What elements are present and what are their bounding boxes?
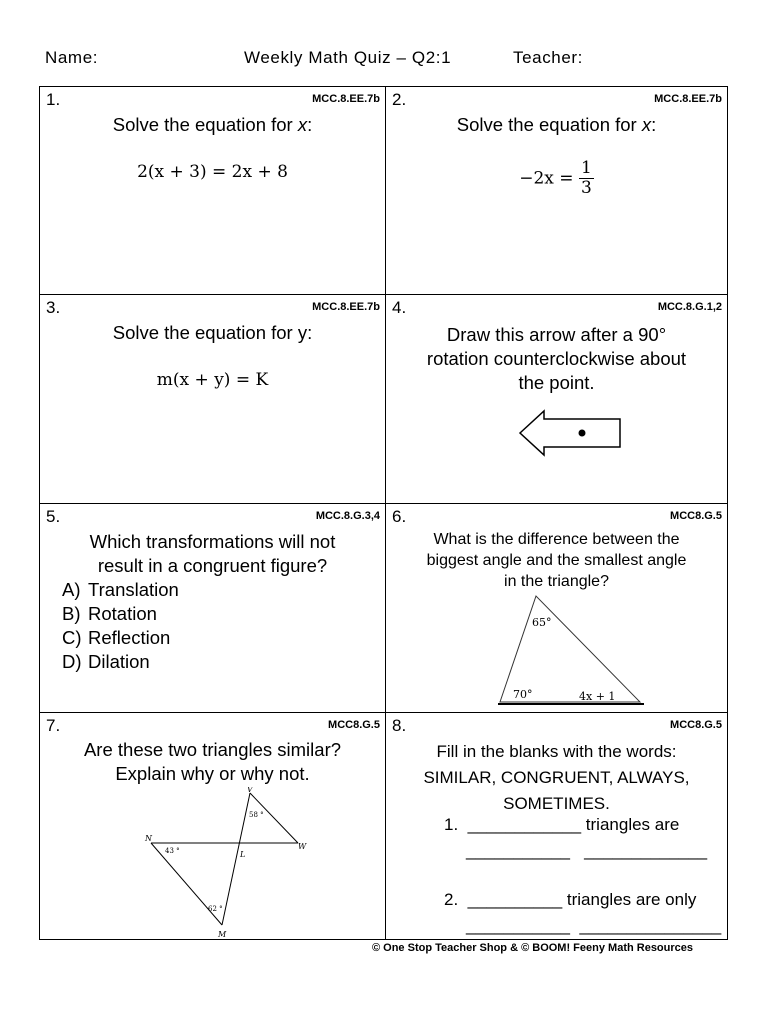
option-b: B) Rotation [62,603,157,624]
quiz-title: Weekly Math Quiz – Q2:1 [244,48,452,67]
angle-left-label: 70° [513,688,533,701]
triangle-shape [500,596,640,702]
fraction: $\frac{1}{3}$ [580,158,592,198]
teacher-label: Teacher: [513,48,584,67]
question-3 [40,295,385,503]
equation: −2x = $\frac{1}{3}$ [519,158,592,198]
standard-code: MCC.8.G.3,4 [315,510,380,522]
label-n: N [145,834,152,843]
question-prompt: Solve the equation for x: [112,114,313,135]
standard-code: MCC.8.EE.7b [312,301,380,313]
equation: 2(x + 3) = 2x + 8 [137,162,288,182]
option-a: A) Translation [62,579,179,600]
option-d: D) Dilation [62,651,150,672]
arrow-figure [516,409,626,459]
rotation-point [579,430,586,437]
option-c: C) Reflection [62,627,171,648]
fill-item-1: 1. ____________ triangles are [444,815,680,834]
copyright-footer: © One Stop Teacher Shop & © BOOM! Feeny Math Resources [372,942,694,954]
question-prompt: Solve the equation for x: [456,114,657,135]
question-5 [40,504,385,712]
question-number: 7. [46,716,61,735]
question-prompt: Are these two triangles similar? Explain why or why not. [83,739,342,784]
similar-triangles-figure [140,787,315,939]
standard-code: MCC.8.EE.7b [654,93,722,105]
name-label: Name: [45,48,99,67]
angle-right-label: 4x + 1 [579,690,616,703]
segment-vm [222,793,250,925]
label-w: W [298,842,307,851]
question-8 [386,713,727,939]
triangle-figure [494,594,649,712]
question-prompt: What is the difference between the biggest angle and the smallest angle in the triangle? [426,531,687,590]
question-prompt: Fill in the blanks with the words: SIMILAR, CONGRUENT, ALWAYS, SOMETIMES. [423,742,690,813]
arrow-shape [520,411,620,455]
angle-n-label: 43 ° [165,847,180,855]
question-4 [386,295,727,503]
question-number: 3. [46,298,61,317]
question-number: 5. [46,507,61,526]
angle-m-label: 62 ° [208,905,223,913]
equation: m(x + y) = K [156,370,269,390]
standard-code: MCC.8.G.1,2 [657,301,722,313]
label-m: M [218,930,227,939]
question-number: 2. [392,90,407,109]
standard-code: MCC.8.EE.7b [312,93,380,105]
question-number: 6. [392,507,407,526]
fill-item-2-blanks: ___________ _______________ [466,916,722,935]
question-prompt: Which transformations will not result in a congruent figure? [89,531,336,576]
question-2 [386,87,727,294]
label-v: V [247,787,253,794]
answer-options [62,578,179,674]
fill-item-1-blanks: ___________ _____________ [466,841,708,860]
question-prompt: Solve the equation for y: [112,322,313,343]
question-number: 4. [392,298,407,317]
standard-code: MCC8.G.5 [670,719,722,731]
standard-code: MCC8.G.5 [670,510,722,522]
angle-top-label: 65° [532,616,552,629]
label-l: L [240,850,246,859]
question-6 [386,504,727,712]
question-number: 1. [46,90,61,109]
question-number: 8. [392,716,407,735]
quiz-grid [39,86,728,940]
angle-v-label: 58 ° [249,811,264,819]
question-1 [40,87,385,294]
fill-item-2: 2. __________ triangles are only [444,890,697,909]
question-prompt: Draw this arrow after a 90° rotation counterclockwise about the point. [426,324,687,393]
question-7 [40,713,385,939]
standard-code: MCC8.G.5 [328,719,380,731]
